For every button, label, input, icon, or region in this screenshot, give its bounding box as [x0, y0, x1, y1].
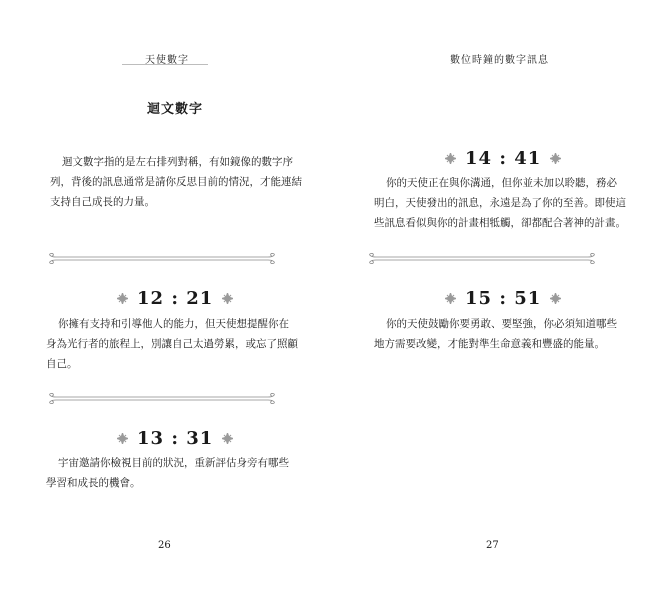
paragraph-line: 宇宙邀請你檢視目前的狀況，重新評估身旁有哪些 — [58, 457, 289, 469]
time-value: 14 : 41 — [465, 147, 542, 169]
paragraph-line: 明白，天使發出的訊息，永遠是為了你的至善。即使這 — [374, 197, 626, 209]
star-icon — [117, 293, 128, 304]
page-number: 27 — [486, 540, 499, 551]
entry-paragraph — [374, 314, 624, 354]
paragraph-line: 些訊息看似與你的計畫相牴觸，卻都配合著神的計畫。 — [374, 217, 626, 229]
ornament-divider — [362, 252, 602, 266]
paragraph-line: 你的天使正在與你溝通，但你並未加以聆聽，務必 — [386, 177, 617, 189]
star-icon — [445, 153, 456, 164]
time-heading — [117, 425, 233, 451]
star-icon — [445, 293, 456, 304]
paragraph-line: 身為光行者的旅程上，別讓自己太過勞累，或忘了照顧 — [46, 338, 298, 350]
time-value: 13 : 31 — [137, 427, 214, 449]
paragraph-line: 你擁有支持和引導他人的能力，但天使想提醒你在 — [58, 318, 289, 330]
right-page — [328, 0, 655, 609]
paragraph-line: 列，背後的訊息通常是請你反思目前的情況，才能連結 — [50, 176, 302, 188]
paragraph-line: 迴文數字指的是左右排列對稱，有如鏡像的數字序 — [62, 156, 293, 168]
time-heading — [117, 285, 233, 311]
entry-paragraph — [374, 173, 624, 233]
paragraph-line: 你的天使鼓勵你要勇敢、要堅強，你必須知道哪些 — [386, 318, 617, 330]
ornament-divider — [42, 392, 282, 406]
entry-paragraph — [46, 453, 296, 493]
time-value: 15 : 51 — [465, 287, 542, 309]
paragraph-line: 學習和成長的機會。 — [46, 477, 141, 489]
star-icon — [222, 293, 233, 304]
time-value: 12 : 21 — [137, 287, 214, 309]
star-icon — [117, 433, 128, 444]
entry-paragraph — [46, 314, 296, 374]
paragraph-line: 支持自己成長的力量。 — [50, 196, 155, 208]
ornament-divider — [42, 252, 282, 266]
section-title: 迴文數字 — [147, 102, 204, 117]
left-page — [0, 0, 327, 609]
time-heading — [445, 145, 561, 171]
intro-paragraph — [50, 152, 300, 212]
star-icon — [550, 293, 561, 304]
time-heading — [445, 285, 561, 311]
paragraph-line: 自己。 — [46, 358, 78, 370]
running-head: 天使數字 — [145, 55, 189, 66]
star-icon — [550, 153, 561, 164]
star-icon — [222, 433, 233, 444]
running-head-rule — [122, 64, 208, 65]
running-head: 數位時鐘的數字訊息 — [450, 55, 549, 66]
page-number: 26 — [158, 540, 171, 551]
paragraph-line: 地方需要改變，才能對準生命意義和豐盛的能量。 — [374, 338, 605, 350]
